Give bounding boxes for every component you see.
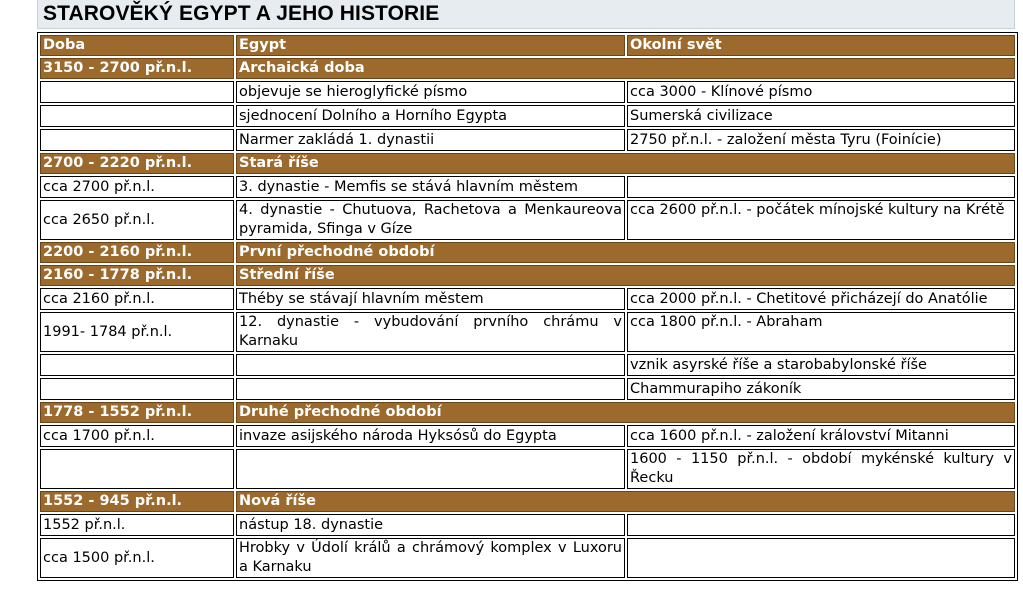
table-row (40, 105, 1015, 127)
table-row (40, 514, 1015, 536)
table-row (40, 425, 1015, 447)
column-header-egypt: Egypt (236, 35, 625, 56)
cell-egypt: sjednocení Dolního a Horního Egypta (236, 105, 625, 127)
title-bar (37, 0, 1015, 29)
cell-okolni-svet: cca 1800 př.n.l. - Abraham (627, 312, 1015, 352)
cell-egypt (236, 354, 625, 376)
cell-egypt: Narmer zakládá 1. dynastii (236, 129, 625, 151)
cell-doba (40, 378, 234, 400)
period-name: Střední říše (236, 265, 1015, 286)
table-row (40, 312, 1015, 352)
period-row (40, 265, 1015, 286)
cell-doba: cca 1700 př.n.l. (40, 425, 234, 447)
period-range: 2700 - 2220 př.n.l. (40, 153, 234, 174)
table-row (40, 81, 1015, 103)
table-header-row (40, 35, 1015, 56)
period-range: 2200 - 2160 př.n.l. (40, 242, 234, 263)
period-row (40, 402, 1015, 423)
table-row (40, 449, 1015, 489)
cell-egypt: nástup 18. dynastie (236, 514, 625, 536)
period-name: První přechodné období (236, 242, 1015, 263)
cell-okolni-svet: 2750 př.n.l. - založení města Tyru (Foinície) (627, 129, 1015, 151)
cell-egypt: 4. dynastie - Chutuova, Rachetova a Menkaureova pyramida, Sfinga v Gíze (236, 200, 625, 240)
period-range: 2160 - 1778 př.n.l. (40, 265, 234, 286)
cell-egypt: objevuje se hieroglyfické písmo (236, 81, 625, 103)
period-range: 3150 - 2700 př.n.l. (40, 58, 234, 79)
period-row (40, 242, 1015, 263)
period-row (40, 153, 1015, 174)
cell-doba: cca 1500 př.n.l. (40, 538, 234, 578)
cell-egypt: 12. dynastie - vybudování prvního chrámu v Karnaku (236, 312, 625, 352)
table-row (40, 129, 1015, 151)
cell-egypt: invaze asijského národa Hyksósů do Egypta (236, 425, 625, 447)
cell-doba: cca 2700 př.n.l. (40, 176, 234, 198)
period-range: 1552 - 945 př.n.l. (40, 491, 234, 512)
table-row (40, 538, 1015, 578)
period-name: Archaická doba (236, 58, 1015, 79)
period-name: Druhé přechodné období (236, 402, 1015, 423)
cell-doba (40, 129, 234, 151)
cell-egypt (236, 449, 625, 489)
cell-doba (40, 354, 234, 376)
history-table-body (40, 35, 1015, 578)
period-name: Nová říše (236, 491, 1015, 512)
cell-okolni-svet: Sumerská civilizace (627, 105, 1015, 127)
cell-egypt (236, 378, 625, 400)
cell-doba: 1991- 1784 př.n.l. (40, 312, 234, 352)
cell-egypt: Hrobky v Údolí králů a chrámový komplex v Luxoru a Karnaku (236, 538, 625, 578)
cell-doba (40, 449, 234, 489)
cell-egypt: Théby se stávají hlavním městem (236, 288, 625, 310)
cell-okolni-svet: cca 3000 - Klínové písmo (627, 81, 1015, 103)
table-row (40, 288, 1015, 310)
table-row (40, 378, 1015, 400)
history-table (37, 32, 1018, 581)
cell-doba: cca 2160 př.n.l. (40, 288, 234, 310)
cell-egypt: 3. dynastie - Memfis se stává hlavním městem (236, 176, 625, 198)
cell-okolni-svet: 1600 - 1150 př.n.l. - období mykénské kultury v Řecku (627, 449, 1015, 489)
cell-okolni-svet (627, 538, 1015, 578)
cell-okolni-svet (627, 514, 1015, 536)
page-title: STAROVĚKÝ EGYPT A JEHO HISTORIE (43, 2, 440, 25)
column-header-okolni-svet: Okolní svět (627, 35, 1015, 56)
table-row (40, 200, 1015, 240)
cell-doba (40, 105, 234, 127)
cell-okolni-svet: vznik asyrské říše a starobabylonské říše (627, 354, 1015, 376)
period-name: Stará říše (236, 153, 1015, 174)
period-range: 1778 - 1552 př.n.l. (40, 402, 234, 423)
column-header-doba: Doba (40, 35, 234, 56)
cell-okolni-svet: cca 2600 př.n.l. - počátek mínojské kultury na Krétě (627, 200, 1015, 240)
cell-doba: cca 2650 př.n.l. (40, 200, 234, 240)
table-row (40, 176, 1015, 198)
cell-okolni-svet: cca 2000 př.n.l. - Chetitové přicházejí do Anatólie (627, 288, 1015, 310)
cell-doba: 1552 př.n.l. (40, 514, 234, 536)
cell-doba (40, 81, 234, 103)
cell-okolni-svet (627, 176, 1015, 198)
cell-okolni-svet: cca 1600 př.n.l. - založení království Mitanni (627, 425, 1015, 447)
table-row (40, 354, 1015, 376)
period-row (40, 491, 1015, 512)
cell-okolni-svet: Chammurapiho zákoník (627, 378, 1015, 400)
period-row (40, 58, 1015, 79)
